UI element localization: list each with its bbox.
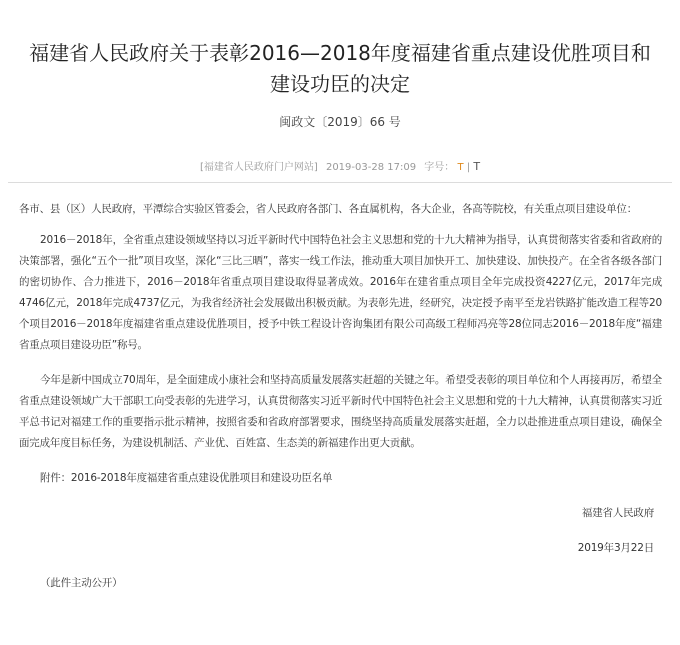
header-divider xyxy=(8,182,672,183)
source-link[interactable]: [福建省人民政府门户网站] xyxy=(199,162,318,173)
font-size-small-button[interactable]: T xyxy=(457,162,464,173)
document-number: 闽政文〔2019〕66 号 xyxy=(279,115,401,129)
article-body xyxy=(19,199,662,608)
meta-bar xyxy=(0,158,680,173)
issue-date: 2019年3月22日 xyxy=(577,542,654,554)
issuer: 福建省人民政府 xyxy=(581,507,654,519)
body-paragraph-2: 今年是新中国成立70周年，是全面建成小康社会和坚持高质量发展落实赶超的关键之年。希望受表彰的项目单位和个人再接再厉，希望全省重点建设领域广大干部职工向受表彰的先进学习，认真贯彻落实习近平新时代中国特色社会主义思想和党的十九大精神，认真贯彻落实习近平总书记对福建工作的重要指示批示精神，按照省委和省政府部署要求，围绕坚持高质量发展落实赶超，全力以赴推进重点项目建设，确保全面完成年度目标任务，为建设机制活、产业优、百姓富、生态美的新福建作出更大贡献。 xyxy=(19,374,662,449)
attachment-link[interactable]: 附件：2016-2018年度福建省重点建设优胜项目和建设功臣名单 xyxy=(40,472,333,484)
page-title: 福建省人民政府关于表彰2016—2018年度福建省重点建设优胜项目和建设功臣的决定 xyxy=(29,41,651,96)
disclosure-note: （此件主动公开） xyxy=(40,577,123,589)
body-paragraph-1: 2016－2018年，全省重点建设领域坚持以习近平新时代中国特色社会主义思想和党的十九大精神为指导，认真贯彻落实省委和省政府的决策部署，强化“五个一批”项目攻坚，深化“三比三晒”，落实一线工作法，推动重大项目加快开工、加快建设、加快投产。在全省各级各部门的密切协作、合力推进下，2016－2018年省重点项目建设取得显著成效。2016年在建省重点项目全年完成投资4227亿元，2017年完成4746亿元，2018年完成4737亿元，为我省经济社会发展做出积极贡献。为表彰先进，经研究，决定授予南平至龙岩铁路扩能改造工程等20个项目2016－2018年度福建省重点建设优胜项目，授予中铁工程设计咨询集团有限公司高级工程师冯亮等28位同志2016－2018年度“福建省重点项目建设功臣”称号。 xyxy=(19,234,662,351)
font-size-label: 字号： xyxy=(424,162,455,173)
font-size-large-button[interactable]: T xyxy=(473,160,481,173)
addressee: 各市、县（区）人民政府，平潭综合实验区管委会，省人民政府各部门、各直属机构，各大企业，各高等院校，有关重点项目建设单位： xyxy=(19,203,637,215)
font-size-divider: | xyxy=(466,162,471,173)
publish-datetime: 2019-03-28 17:09 xyxy=(325,162,417,173)
